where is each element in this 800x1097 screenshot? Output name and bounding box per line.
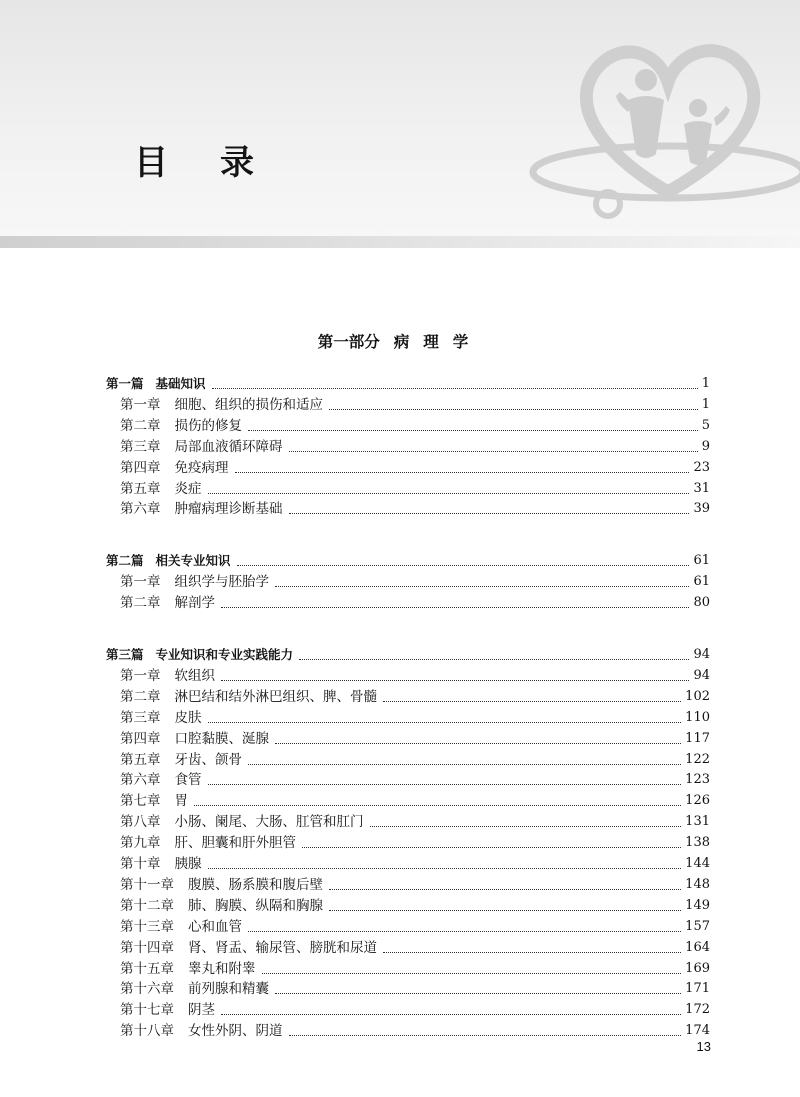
toc-page-number: 174 bbox=[685, 1023, 710, 1039]
toc-dot-leader bbox=[208, 868, 682, 869]
toc-entry-title: 胃 bbox=[174, 793, 188, 810]
toc-chapter-row[interactable] bbox=[120, 728, 710, 748]
toc-page-number: 61 bbox=[693, 574, 710, 590]
toc-page-number: 1 bbox=[701, 376, 710, 391]
toc-page-number: 149 bbox=[685, 897, 710, 913]
toc-entry-number: 第一章 bbox=[120, 667, 161, 684]
toc-entry-title: 解剖学 bbox=[174, 595, 215, 612]
toc-page-number: 94 bbox=[693, 647, 710, 662]
toc-page-number: 23 bbox=[693, 459, 710, 475]
toc-entry-number: 第十八章 bbox=[120, 1023, 174, 1040]
toc-dot-leader bbox=[208, 784, 682, 785]
toc-chapter-row[interactable] bbox=[120, 832, 710, 852]
toc-entry-number: 第二篇 bbox=[106, 553, 144, 569]
toc-chapter-row[interactable] bbox=[120, 1020, 710, 1040]
toc-entry-title: 肺、胸膜、纵隔和胸腺 bbox=[188, 897, 323, 914]
toc-entry-number: 第十七章 bbox=[120, 1002, 174, 1019]
toc-entry-title: 胰腺 bbox=[174, 856, 202, 872]
part-prefix: 第一部分 bbox=[317, 333, 380, 351]
toc-page-number: 123 bbox=[685, 772, 710, 788]
toc-page-number: 94 bbox=[693, 667, 710, 683]
toc-chapter-row[interactable] bbox=[120, 592, 710, 612]
toc-entry-title: 组织学与胚胎学 bbox=[174, 574, 269, 591]
toc-entry-title: 阴茎 bbox=[188, 1002, 215, 1019]
toc-chapter-row[interactable] bbox=[120, 895, 710, 915]
toc-entry-number: 第八章 bbox=[120, 814, 161, 831]
toc-page-number: 80 bbox=[693, 595, 710, 611]
toc-dot-leader bbox=[221, 680, 689, 681]
toc-entry-title: 腹膜、肠系膜和腹后壁 bbox=[188, 876, 323, 893]
header-divider bbox=[0, 236, 800, 248]
toc-dot-leader bbox=[370, 826, 682, 827]
toc-chapter-row[interactable] bbox=[120, 853, 710, 873]
toc-dot-leader bbox=[299, 659, 689, 660]
toc-dot-leader bbox=[275, 993, 681, 994]
toc-dot-leader bbox=[302, 847, 681, 848]
toc-page-number: 39 bbox=[693, 501, 710, 517]
toc-page-number: 31 bbox=[693, 480, 710, 496]
toc-entry-number: 第十章 bbox=[120, 856, 161, 872]
toc-entry-number: 第四章 bbox=[120, 730, 161, 747]
part-heading bbox=[0, 331, 800, 353]
toc-dot-leader bbox=[248, 764, 681, 765]
toc-entry-title: 食管 bbox=[174, 772, 202, 789]
toc-dot-leader bbox=[383, 952, 681, 953]
toc-chapter-row[interactable] bbox=[120, 686, 710, 706]
toc-entry-number: 第五章 bbox=[120, 480, 161, 497]
toc-dot-leader bbox=[329, 910, 681, 911]
toc-entry-title: 肝、胆囊和肝外胆管 bbox=[174, 835, 296, 852]
part-title: 病理学 bbox=[393, 333, 483, 351]
toc-entry-number: 第二章 bbox=[120, 688, 161, 705]
toc-chapter-row[interactable] bbox=[120, 707, 710, 727]
toc-entry-title: 口腔黏膜、涎腺 bbox=[174, 730, 269, 747]
toc-chapter-row[interactable] bbox=[120, 498, 710, 518]
toc-dot-leader bbox=[289, 451, 698, 452]
toc-entry-title: 前列腺和精囊 bbox=[188, 981, 269, 998]
toc-chapter-row[interactable] bbox=[120, 790, 710, 810]
toc-chapter-row[interactable] bbox=[120, 978, 710, 998]
toc-entry-number: 第二章 bbox=[120, 595, 161, 612]
toc-entry-number: 第七章 bbox=[120, 793, 161, 810]
toc-entry-number: 第四章 bbox=[120, 459, 161, 476]
toc-entry-title: 牙齿、颌骨 bbox=[174, 751, 242, 768]
toc-entry-number: 第三章 bbox=[120, 709, 161, 726]
toc-page-number: 164 bbox=[685, 939, 710, 955]
toc-entry-title: 睾丸和附睾 bbox=[188, 960, 256, 977]
toc-chapter-row[interactable] bbox=[120, 394, 710, 414]
toc-entry-number: 第六章 bbox=[120, 772, 161, 789]
toc-dot-leader bbox=[289, 513, 690, 514]
toc-dot-leader bbox=[237, 565, 690, 566]
toc-entry-title: 损伤的修复 bbox=[174, 417, 242, 434]
toc-dot-leader bbox=[275, 586, 689, 587]
toc-dot-leader bbox=[275, 743, 681, 744]
toc-dot-leader bbox=[329, 409, 698, 410]
toc-chapter-row[interactable] bbox=[120, 769, 710, 789]
toc-chapter-row[interactable] bbox=[120, 916, 710, 936]
toc-entry-number: 第九章 bbox=[120, 835, 161, 852]
toc-entry-number: 第十四章 bbox=[120, 939, 174, 956]
toc-dot-leader bbox=[248, 931, 681, 932]
toc-chapter-row[interactable] bbox=[120, 415, 710, 435]
toc-entry-number: 第十三章 bbox=[120, 918, 174, 935]
toc-entry-title: 免疫病理 bbox=[174, 459, 229, 476]
toc-entry-number: 第一章 bbox=[120, 396, 161, 413]
toc-chapter-row[interactable] bbox=[120, 478, 710, 498]
toc-entry-number: 第二章 bbox=[120, 417, 161, 434]
toc-entry-number: 第三章 bbox=[120, 438, 161, 455]
toc-entry-title: 基础知识 bbox=[155, 376, 206, 391]
toc-chapter-row[interactable] bbox=[120, 874, 710, 894]
toc-section-row[interactable] bbox=[106, 373, 710, 393]
toc-page-number: 169 bbox=[685, 960, 710, 976]
toc-entry-title: 肿瘤病理诊断基础 bbox=[174, 501, 283, 518]
toc-entry-number: 第十二章 bbox=[120, 897, 174, 914]
toc-entry-number: 第十一章 bbox=[120, 876, 174, 893]
toc-entry-title: 女性外阴、阴道 bbox=[188, 1023, 283, 1040]
toc-dot-leader bbox=[262, 973, 682, 974]
toc-chapter-row[interactable] bbox=[120, 571, 710, 591]
toc-entry-title: 心和血管 bbox=[188, 918, 242, 935]
toc-dot-leader bbox=[383, 701, 681, 702]
toc-entry-title: 皮肤 bbox=[174, 709, 202, 726]
toc-chapter-row[interactable] bbox=[120, 749, 710, 769]
toc-entry-title: 炎症 bbox=[174, 480, 202, 497]
toc-page-number: 144 bbox=[685, 856, 710, 871]
toc-chapter-row[interactable] bbox=[120, 937, 710, 957]
toc-chapter-row[interactable] bbox=[120, 999, 710, 1019]
toc-dot-leader bbox=[208, 722, 682, 723]
toc-section-row[interactable] bbox=[106, 644, 710, 664]
toc-section-row[interactable] bbox=[106, 550, 710, 570]
page-number: 13 bbox=[696, 1039, 711, 1054]
toc-chapter-row[interactable] bbox=[120, 436, 710, 456]
toc-entry-title: 软组织 bbox=[174, 667, 215, 684]
toc-page-number: 148 bbox=[685, 876, 710, 892]
toc-page-number: 171 bbox=[685, 981, 710, 997]
toc-entry-title: 细胞、组织的损伤和适应 bbox=[174, 396, 323, 413]
toc-dot-leader bbox=[221, 607, 689, 608]
toc-entry-number: 第五章 bbox=[120, 751, 161, 768]
toc-entry-title: 专业知识和专业实践能力 bbox=[155, 647, 294, 662]
toc-page-number: 9 bbox=[701, 438, 710, 454]
toc-page-number: 61 bbox=[693, 553, 710, 569]
toc-page-number: 157 bbox=[685, 918, 710, 934]
toc-page-number: 5 bbox=[701, 417, 710, 433]
toc-page-number: 126 bbox=[685, 793, 710, 809]
toc-dot-leader bbox=[235, 472, 690, 473]
toc-dot-leader bbox=[208, 493, 690, 494]
toc-entry-number: 第十五章 bbox=[120, 960, 174, 977]
toc-page-number: 1 bbox=[701, 396, 710, 412]
toc-page-number: 138 bbox=[685, 835, 710, 851]
page-title: 目录 bbox=[134, 143, 306, 183]
toc-chapter-row[interactable] bbox=[120, 457, 710, 477]
toc-page-number: 102 bbox=[685, 688, 710, 704]
toc-entry-number: 第三篇 bbox=[106, 647, 144, 662]
toc-entry-number: 第十六章 bbox=[120, 981, 174, 998]
toc-entry-number: 第一章 bbox=[120, 574, 161, 591]
toc-dot-leader bbox=[212, 388, 698, 389]
toc-dot-leader bbox=[194, 805, 681, 806]
toc-dot-leader bbox=[221, 1014, 681, 1015]
toc-entry-number: 第六章 bbox=[120, 501, 161, 518]
toc-page-number: 122 bbox=[685, 751, 710, 767]
medical-logo-icon bbox=[528, 22, 800, 222]
toc-entry-title: 淋巴结和结外淋巴组织、脾、骨髓 bbox=[174, 688, 377, 705]
toc-entry-title: 相关专业知识 bbox=[155, 553, 231, 569]
toc-dot-leader bbox=[329, 889, 681, 890]
toc-page-number: 172 bbox=[685, 1002, 710, 1018]
toc-entry-number: 第一篇 bbox=[106, 376, 144, 391]
toc-entry-title: 小肠、阑尾、大肠、肛管和肛门 bbox=[174, 814, 364, 831]
toc-dot-leader bbox=[289, 1035, 682, 1036]
toc-page-number: 117 bbox=[685, 730, 710, 746]
toc-chapter-row[interactable] bbox=[120, 665, 710, 685]
toc-page-number: 110 bbox=[685, 709, 710, 725]
toc-entry-title: 肾、肾盂、输尿管、膀胱和尿道 bbox=[188, 939, 377, 956]
toc-chapter-row[interactable] bbox=[120, 811, 710, 831]
toc-chapter-row[interactable] bbox=[120, 958, 710, 978]
toc-entry-title: 局部血液循环障碍 bbox=[174, 438, 283, 455]
toc-dot-leader bbox=[248, 430, 698, 431]
toc-page-number: 131 bbox=[685, 814, 710, 830]
